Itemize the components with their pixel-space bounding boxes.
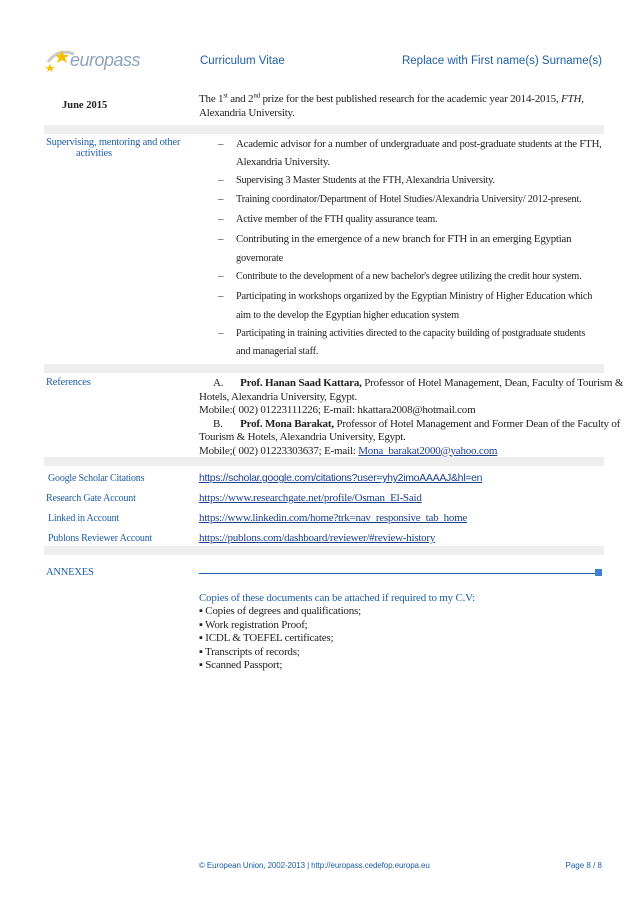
- list-item: Active member of the FTH quality assurance team.: [236, 214, 438, 225]
- list-item: ▪ Work registration Proof;: [199, 618, 308, 631]
- reference-a-line-3: Mobile:( 002) 01223111226; E-mail: hkattara2008@hotmail.com: [199, 404, 476, 416]
- list-item: Training coordinator/Department of Hotel Studies/Alexandria University/ 2012-present.: [236, 194, 582, 205]
- list-item: and managerial staff.: [236, 346, 319, 357]
- list-item: governorate: [236, 253, 283, 264]
- annexes-rule-marker: [595, 569, 602, 576]
- reference-b-line-3: Mobile;( 002) 01223303637; E-mail: Mona_barakat2000@yahoo.com: [199, 444, 498, 457]
- account-label-linkedin: Linked in Account: [48, 513, 120, 524]
- list-item: ▪ ICDL & TOEFEL certificates;: [199, 632, 334, 644]
- logo-text: europass: [70, 50, 141, 70]
- account-label-research-gate: Research Gate Account: [46, 493, 136, 504]
- list-item: Participating in training activities directed to the capacity building of postgraduate students: [236, 328, 586, 339]
- list-item: Contributing in the emergence of a new branch for FTH in an emerging Egyptian: [236, 233, 572, 245]
- name-placeholder: Replace with First name(s) Surname(s): [401, 55, 602, 67]
- account-label-google-scholar: Google Scholar Citations: [48, 473, 145, 484]
- list-item: Alexandria University.: [236, 156, 330, 168]
- list-item: Participating in workshops organized by the Egyptian Ministry of Higher Education which: [236, 291, 593, 302]
- annexes-list: [199, 605, 361, 673]
- google-scholar-link[interactable]: https://scholar.google.com/citations?user=yhy2imoAAAAJ&hl=en: [199, 472, 483, 484]
- reference-a-line-1: A. Prof. Hanan Saad Kattara, Professor of Hotel Management, Dean, Faculty of Tourism &: [213, 377, 624, 389]
- linkedin-link[interactable]: https://www.linkedin.com/home?trk=nav_responsive_tab_home: [199, 512, 468, 524]
- reference-b-email-link[interactable]: Mona_barakat2000@yahoo.com: [358, 444, 498, 457]
- footer-copyright: © European Union, 2002-2013 | http://europass.cedefop.europa.eu: [199, 861, 430, 870]
- list-item: Supervising 3 Master Students at the FTH, Alexandria University.: [236, 175, 495, 186]
- references-label: References: [46, 377, 91, 388]
- annexes-intro: Copies of these documents can be attached if required to my C.V:: [199, 592, 475, 604]
- section-divider: [44, 457, 604, 466]
- list-item: Academic advisor for a number of undergraduate and post-graduate students at the FTH,: [236, 138, 602, 150]
- prize-date: June 2015: [62, 100, 108, 111]
- reference-b-line-1: B. Prof. Mona Barakat, Professor of Hotel Management and Former Dean of the Faculty of: [213, 417, 621, 430]
- list-item: ▪ Scanned Passport;: [199, 659, 283, 671]
- annexes-rule: [199, 573, 597, 574]
- annexes-label: ANNEXES: [46, 567, 94, 578]
- supervising-label: Supervising, mentoring and other activities: [46, 137, 181, 159]
- research-gate-link[interactable]: https://www.researchgate.net/profile/Osman_El-Said: [199, 492, 422, 504]
- footer-page-number: Page 8 / 8: [565, 861, 602, 870]
- account-label-publons: Publons Reviewer Account: [48, 533, 153, 544]
- references-block: [199, 377, 624, 458]
- list-item: ▪ Copies of degrees and qualifications;: [199, 605, 361, 617]
- list-item: ▪ Transcripts of records;: [199, 645, 300, 658]
- list-item: aim to the develop the Egyptian higher education system: [236, 310, 459, 321]
- prize-line-2: Alexandria University.: [199, 106, 295, 119]
- list-item: Contribute to the development of a new bachelor's degree utilizing the credit hour system.: [236, 271, 582, 282]
- publons-link[interactable]: https://publons.com/dashboard/reviewer/#review-history: [199, 532, 436, 544]
- prize-line-1: The 1st and 2nd prize for the best published research for the academic year 2014-2015, FTH,: [199, 91, 584, 105]
- section-divider: [44, 125, 604, 134]
- europass-logo: [44, 44, 154, 74]
- section-divider: [44, 546, 604, 555]
- prize-text: [199, 93, 604, 120]
- cv-title: Curriculum Vitae: [200, 55, 285, 67]
- reference-b-line-2: Tourism & Hotels, Alexandria University, Egypt.: [199, 431, 406, 443]
- reference-a-line-2: Hotels, Alexandria University, Egypt.: [199, 390, 358, 403]
- section-divider: [44, 364, 604, 373]
